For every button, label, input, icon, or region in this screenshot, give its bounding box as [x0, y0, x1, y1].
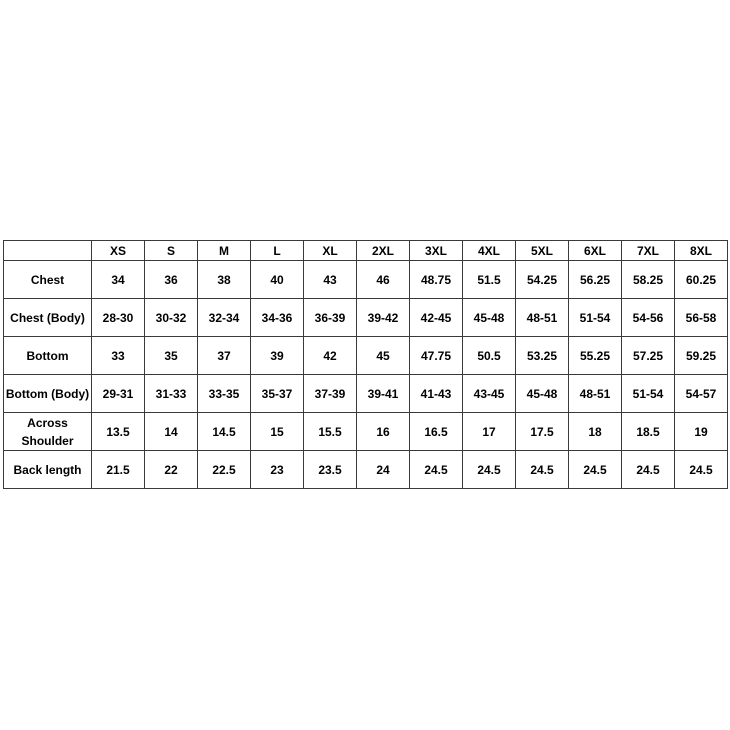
table-cell: 38 — [198, 261, 251, 299]
table-cell: 36 — [145, 261, 198, 299]
table-cell: 18 — [569, 413, 622, 451]
row-label-chest-body: Chest (Body) — [4, 299, 92, 337]
table-cell: 60.25 — [675, 261, 728, 299]
table-cell: 23 — [251, 451, 304, 489]
table-cell: 32-34 — [198, 299, 251, 337]
size-chart-table — [3, 240, 728, 489]
table-cell: 19 — [675, 413, 728, 451]
table-cell: 17 — [463, 413, 516, 451]
table-cell: 15 — [251, 413, 304, 451]
table-cell: 42-45 — [410, 299, 463, 337]
row-label-across-shoulder: Across Shoulder — [4, 413, 92, 451]
size-header-m: M — [198, 241, 251, 261]
size-header-5xl: 5XL — [516, 241, 569, 261]
size-header-4xl: 4XL — [463, 241, 516, 261]
table-cell: 51-54 — [622, 375, 675, 413]
table-cell: 43-45 — [463, 375, 516, 413]
table-row — [4, 451, 728, 489]
table-cell: 46 — [357, 261, 410, 299]
corner-cell — [4, 241, 92, 261]
table-cell: 14.5 — [198, 413, 251, 451]
table-cell: 51-54 — [569, 299, 622, 337]
table-cell: 28-30 — [92, 299, 145, 337]
table-cell: 16.5 — [410, 413, 463, 451]
table-cell: 17.5 — [516, 413, 569, 451]
table-cell: 13.5 — [92, 413, 145, 451]
row-label-bottom: Bottom — [4, 337, 92, 375]
table-cell: 33-35 — [198, 375, 251, 413]
table-cell: 43 — [304, 261, 357, 299]
table-cell: 42 — [304, 337, 357, 375]
table-cell: 24.5 — [410, 451, 463, 489]
table-cell: 34 — [92, 261, 145, 299]
table-cell: 54.25 — [516, 261, 569, 299]
table-cell: 33 — [92, 337, 145, 375]
row-label-back-length: Back length — [4, 451, 92, 489]
table-cell: 41-43 — [410, 375, 463, 413]
table-row — [4, 375, 728, 413]
table-cell: 24.5 — [622, 451, 675, 489]
table-cell: 24.5 — [675, 451, 728, 489]
size-header-row — [4, 241, 728, 261]
table-cell: 23.5 — [304, 451, 357, 489]
table-cell: 22.5 — [198, 451, 251, 489]
table-row — [4, 413, 728, 451]
table-cell: 48-51 — [569, 375, 622, 413]
table-cell: 24.5 — [516, 451, 569, 489]
table-cell: 24.5 — [463, 451, 516, 489]
table-cell: 24 — [357, 451, 410, 489]
table-row — [4, 261, 728, 299]
table-cell: 54-57 — [675, 375, 728, 413]
table-cell: 55.25 — [569, 337, 622, 375]
table-cell: 45-48 — [516, 375, 569, 413]
table-cell: 18.5 — [622, 413, 675, 451]
table-cell: 59.25 — [675, 337, 728, 375]
table-cell: 36-39 — [304, 299, 357, 337]
size-header-6xl: 6XL — [569, 241, 622, 261]
table-cell: 15.5 — [304, 413, 357, 451]
table-cell: 48-51 — [516, 299, 569, 337]
table-cell: 45-48 — [463, 299, 516, 337]
table-cell: 51.5 — [463, 261, 516, 299]
size-header-xs: XS — [92, 241, 145, 261]
table-cell: 57.25 — [622, 337, 675, 375]
size-header-s: S — [145, 241, 198, 261]
table-cell: 34-36 — [251, 299, 304, 337]
table-cell: 54-56 — [622, 299, 675, 337]
table-cell: 29-31 — [92, 375, 145, 413]
table-cell: 37-39 — [304, 375, 357, 413]
table-cell: 56.25 — [569, 261, 622, 299]
table-row — [4, 337, 728, 375]
table-cell: 39 — [251, 337, 304, 375]
size-header-2xl: 2XL — [357, 241, 410, 261]
size-header-8xl: 8XL — [675, 241, 728, 261]
table-cell: 45 — [357, 337, 410, 375]
table-cell: 47.75 — [410, 337, 463, 375]
row-label-bottom-body: Bottom (Body) — [4, 375, 92, 413]
table-cell: 48.75 — [410, 261, 463, 299]
table-cell: 14 — [145, 413, 198, 451]
table-cell: 35-37 — [251, 375, 304, 413]
table-cell: 30-32 — [145, 299, 198, 337]
table-cell: 56-58 — [675, 299, 728, 337]
size-header-3xl: 3XL — [410, 241, 463, 261]
size-header-l: L — [251, 241, 304, 261]
table-cell: 58.25 — [622, 261, 675, 299]
size-header-xl: XL — [304, 241, 357, 261]
table-cell: 39-41 — [357, 375, 410, 413]
table-cell: 50.5 — [463, 337, 516, 375]
table-cell: 40 — [251, 261, 304, 299]
table-cell: 53.25 — [516, 337, 569, 375]
row-label-chest: Chest — [4, 261, 92, 299]
table-cell: 22 — [145, 451, 198, 489]
size-header-7xl: 7XL — [622, 241, 675, 261]
table-cell: 16 — [357, 413, 410, 451]
table-cell: 21.5 — [92, 451, 145, 489]
table-cell: 39-42 — [357, 299, 410, 337]
table-cell: 24.5 — [569, 451, 622, 489]
table-cell: 35 — [145, 337, 198, 375]
table-cell: 31-33 — [145, 375, 198, 413]
table-row — [4, 299, 728, 337]
table-cell: 37 — [198, 337, 251, 375]
